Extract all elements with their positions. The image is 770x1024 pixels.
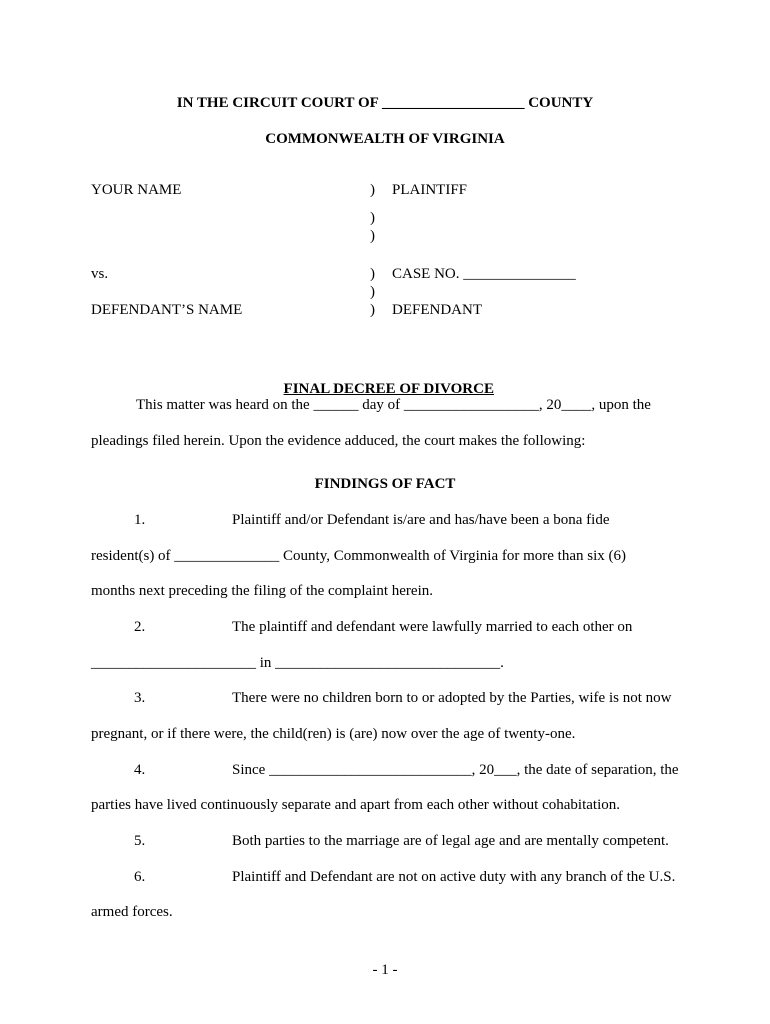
finding-text: Plaintiff and Defendant are not on active duty with any branch of the U.S. — [232, 869, 676, 885]
commonwealth-heading: COMMONWEALTH OF VIRGINIA — [265, 131, 505, 147]
finding-number: 4. — [134, 762, 146, 778]
case-number: CASE NO. _______________ — [392, 266, 576, 282]
intro-line-1: This matter was heard on the ______ day of __________________, 20____, upon the — [136, 397, 651, 413]
caption-paren: ) — [370, 302, 375, 318]
finding-text: resident(s) of ______________ County, Commonwealth of Virginia for more than six (6) — [91, 548, 626, 564]
finding-text: Since ___________________________, 20___, the date of separation, the — [232, 762, 679, 778]
page-number: - 1 - — [372, 962, 398, 978]
caption-paren: ) — [370, 266, 375, 282]
plaintiff-name: YOUR NAME — [91, 182, 182, 198]
finding-number: 5. — [134, 833, 146, 849]
document-title — [0, 362, 770, 398]
finding-text: The plaintiff and defendant were lawfully married to each other on — [232, 619, 633, 635]
defendant-label: DEFENDANT — [392, 302, 482, 318]
plaintiff-label: PLAINTIFF — [392, 182, 468, 198]
caption-paren: ) — [370, 284, 375, 300]
finding-number: 2. — [134, 619, 146, 635]
finding-text: months next preceding the filing of the complaint herein. — [91, 583, 433, 599]
finding-number: 3. — [134, 690, 146, 706]
court-heading: IN THE CIRCUIT COURT OF ___________________ COUNTY — [176, 95, 594, 111]
document-title-text: FINAL DECREE OF DIVORCE — [283, 381, 494, 397]
caption-paren: ) — [370, 228, 375, 244]
finding-number: 1. — [134, 512, 146, 528]
finding-text: There were no children born to or adopted by the Parties, wife is not now — [232, 690, 672, 706]
finding-text: parties have lived continuously separate and apart from each other without cohabitation. — [91, 797, 620, 813]
finding-text: pregnant, or if there were, the child(ren) is (are) now over the age of twenty-one. — [91, 726, 576, 742]
finding-text: armed forces. — [91, 904, 173, 920]
vs-label: vs. — [91, 266, 109, 282]
finding-text: Both parties to the marriage are of legal age and are mentally competent. — [232, 833, 669, 849]
intro-line-2: pleadings filed herein. Upon the evidence adduced, the court makes the following: — [91, 433, 586, 449]
caption-paren: ) — [370, 210, 375, 226]
defendant-name: DEFENDANT’S NAME — [91, 302, 243, 318]
caption-paren: ) — [370, 182, 375, 198]
finding-number: 6. — [134, 869, 146, 885]
finding-text: ______________________ in ______________________________. — [91, 655, 504, 671]
finding-text: Plaintiff and/or Defendant is/are and has/have been a bona fide — [232, 512, 610, 528]
findings-heading: FINDINGS OF FACT — [314, 476, 456, 492]
